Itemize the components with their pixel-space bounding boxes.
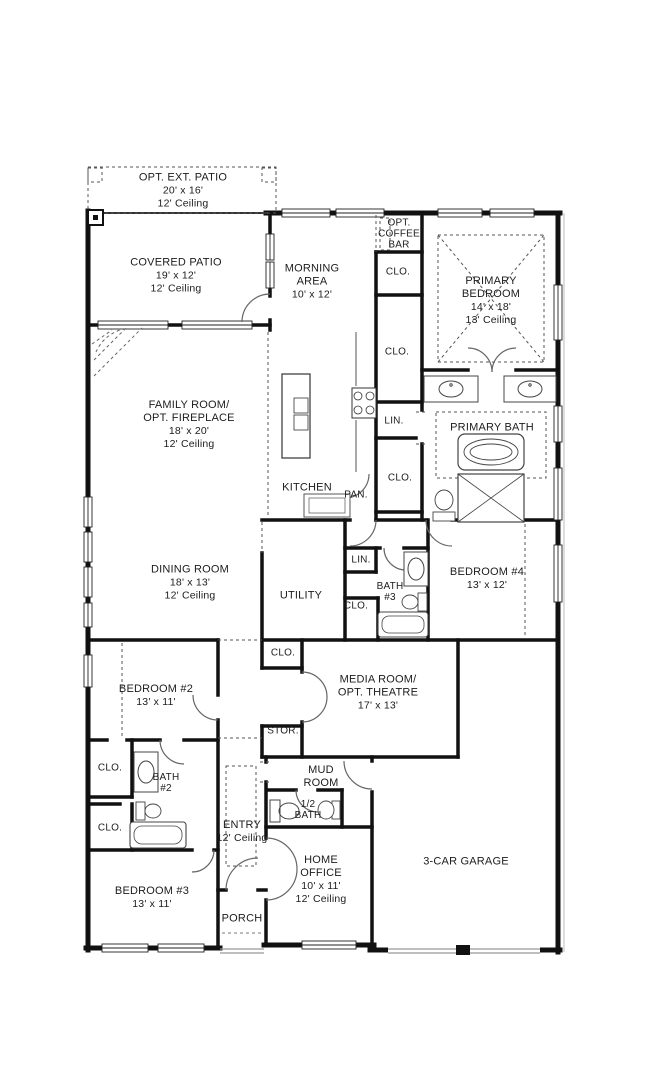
room-dims: 19' x 12' — [155, 269, 197, 282]
room-name: 1/2 — [300, 799, 316, 810]
room-name: 3-CAR GARAGE — [423, 855, 509, 868]
room-name: MEDIA ROOM/ — [339, 673, 417, 686]
toilet-icon — [402, 593, 427, 611]
room-name: ENTRY — [222, 819, 262, 831]
room-dims: 13' x 11' — [136, 696, 176, 708]
room-name: MUD — [308, 764, 334, 776]
pantry-label: PAN. — [344, 489, 368, 501]
entry-ceiling-outline — [226, 766, 256, 866]
toilet-icon — [136, 802, 161, 820]
room-ceiling: 12' Ceiling — [150, 282, 202, 295]
room-name: OPT. FIREPLACE — [143, 412, 235, 424]
room-name: HOME — [304, 854, 338, 866]
shower-icon — [458, 474, 524, 522]
room-name: PRIMARY — [465, 275, 517, 287]
room-label-porch — [222, 913, 263, 926]
bathtub-icon — [378, 612, 428, 637]
room-label-bedroom-4 — [450, 566, 524, 592]
double-door-icon — [302, 672, 327, 697]
window-icon — [102, 944, 148, 952]
room-name: BATH — [376, 581, 404, 592]
room-label-opt-coffee-bar — [378, 218, 420, 251]
fireplace-icon — [92, 328, 142, 376]
room-name: BEDROOM — [461, 288, 521, 300]
room-label-bedroom-2 — [119, 683, 193, 709]
room-label-bath-3 — [377, 581, 404, 603]
bathtub-icon — [458, 434, 524, 470]
garage-doors — [388, 944, 540, 956]
double-door-icon — [266, 869, 297, 900]
room-name: #2 — [160, 783, 172, 794]
room-name: PORCH — [221, 912, 263, 925]
window-icon — [554, 406, 562, 442]
toilet-icon — [433, 490, 455, 521]
window-icon — [84, 532, 92, 562]
door-swing-icon — [426, 520, 452, 546]
room-label-mud-room — [303, 764, 338, 790]
closet-label: CLO. — [270, 647, 296, 659]
porch-edge — [220, 933, 264, 953]
bath2-fixtures — [130, 752, 186, 848]
room-label-covered-patio — [130, 257, 221, 296]
room-name: OPT. EXT. PATIO — [138, 171, 228, 184]
room-name: BEDROOM #4 — [449, 566, 525, 578]
room-label-bath-2 — [153, 772, 180, 794]
room-name: BATH — [294, 810, 322, 821]
room-name: BEDROOM #3 — [114, 885, 190, 897]
primary-bath-fixtures — [424, 376, 556, 522]
room-ceiling: 13' Ceiling — [465, 314, 517, 326]
front-door-icon — [226, 858, 258, 890]
sink-icon — [404, 552, 428, 586]
window-icon — [490, 209, 534, 217]
window-icon — [182, 321, 252, 329]
room-label-primary-bedroom — [462, 275, 520, 327]
sink-icon — [424, 376, 478, 402]
closet-label: CLO. — [343, 600, 369, 612]
door-swing-icon — [242, 294, 270, 322]
room-name: OFFICE — [300, 867, 342, 879]
range-icon — [352, 388, 376, 418]
room-name: UTILITY — [279, 589, 323, 602]
window-icon — [266, 234, 274, 260]
window-icon — [554, 285, 562, 340]
window-icon — [84, 497, 92, 527]
room-dims: 13' x 11' — [132, 898, 172, 910]
room-name: ROOM — [303, 777, 339, 789]
linen-label: LIN. — [384, 415, 404, 427]
window-icon — [438, 209, 482, 217]
room-label-bedroom-3 — [115, 885, 189, 911]
double-door-icon — [492, 348, 516, 372]
window-icon — [98, 321, 168, 329]
room-label-morning-area — [285, 263, 340, 302]
window-icon — [84, 603, 92, 627]
room-name: COVERED PATIO — [130, 256, 222, 269]
room-label-family-room — [143, 399, 234, 451]
room-label-opt-ext-patio — [139, 172, 227, 211]
room-dims: 13' x 12' — [466, 579, 508, 591]
column-icon — [88, 210, 103, 225]
linen-label: LIN. — [351, 554, 371, 566]
room-label-media-room — [338, 674, 418, 713]
double-door-icon — [266, 838, 297, 869]
room-ceiling: 12' Ceiling — [295, 893, 347, 905]
room-dims: 17' x 13' — [357, 699, 399, 712]
bathtub-icon — [130, 822, 186, 848]
room-name: FAMILY ROOM/ — [148, 399, 230, 411]
kitchen-island-icon — [282, 374, 310, 458]
room-label-utility — [280, 590, 322, 603]
room-ceiling: 12' Ceiling — [163, 438, 215, 450]
door-swing-icon — [160, 740, 184, 764]
room-label-garage — [423, 856, 509, 869]
room-label-entry — [217, 819, 268, 845]
closet-label: CLO. — [97, 822, 123, 834]
room-name: #3 — [384, 592, 396, 603]
door-swing-icon — [344, 761, 372, 789]
double-door-icon — [302, 697, 327, 722]
window-icon — [554, 545, 562, 602]
room-label-kitchen — [282, 482, 332, 495]
storage-label: STOR. — [267, 725, 299, 737]
closet-label: CLO. — [385, 266, 411, 278]
window-icon — [266, 262, 274, 288]
room-ceiling: 12' Ceiling — [164, 589, 216, 602]
window-icon — [554, 468, 562, 520]
window-icon — [158, 944, 204, 952]
room-name: MORNING — [284, 262, 340, 275]
room-dims: 10' x 12' — [291, 288, 333, 301]
room-label-primary-bath — [450, 422, 534, 435]
room-name: BATH — [152, 772, 180, 783]
room-dims: 10' x 11' — [301, 880, 341, 892]
room-name: OPT. THEATRE — [337, 686, 419, 699]
window-icon — [282, 209, 330, 217]
room-name: DINING ROOM — [151, 563, 229, 576]
room-dims: 20' x 16' — [162, 184, 204, 197]
room-dims: 14' x 18' — [470, 301, 512, 313]
room-ceiling: 12' Ceiling — [157, 197, 209, 210]
window-icon — [302, 941, 356, 949]
room-name: OPT. — [387, 217, 411, 229]
room-name: AREA — [296, 275, 328, 288]
room-dims: 18' x 20' — [168, 425, 210, 437]
window-icon — [84, 567, 92, 597]
double-door-icon — [468, 348, 492, 372]
room-name: BAR — [388, 239, 410, 251]
room-ceiling: 12' Ceiling — [216, 832, 268, 844]
room-dims: 18' x 13' — [169, 576, 211, 589]
door-swing-icon — [193, 695, 218, 720]
room-label-half-bath — [295, 799, 322, 821]
closet-label: CLO. — [384, 346, 410, 358]
room-name: KITCHEN — [282, 481, 332, 494]
closet-label: CLO. — [387, 472, 413, 484]
closet-label: CLO. — [97, 762, 123, 774]
room-label-home-office — [296, 854, 347, 906]
window-icon — [336, 209, 384, 217]
room-name: PRIMARY BATH — [450, 421, 534, 434]
sink-icon — [504, 376, 556, 402]
window-icon — [84, 655, 92, 687]
room-name: COFFEE — [378, 228, 420, 240]
door-swing-icon — [192, 850, 214, 872]
door-swing-icon — [384, 548, 406, 570]
room-name: BEDROOM #2 — [118, 683, 194, 695]
door-swing-icon — [350, 520, 376, 546]
room-label-dining-room — [151, 564, 229, 603]
